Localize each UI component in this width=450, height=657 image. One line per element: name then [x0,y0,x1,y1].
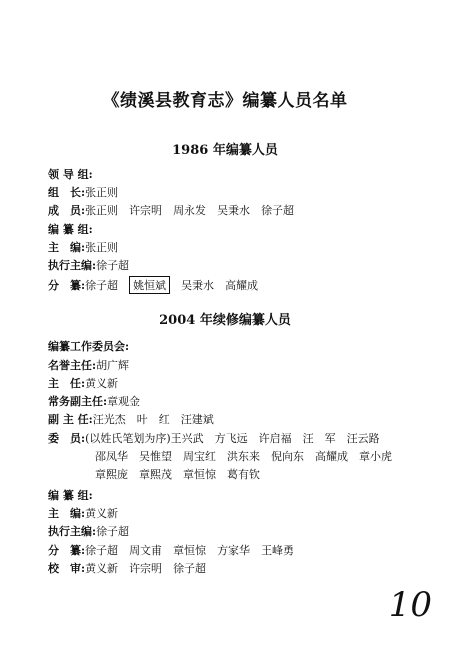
section-heading-2004: 2004 年续修编纂人员 [159,313,291,328]
value-zhubian: 黄义新 [85,507,119,520]
label-zuzhang: 组 长: [48,186,86,199]
name-item: 方家华 [217,544,251,557]
row-fenzuan-2004 [48,542,305,558]
page-number: 10 [388,585,432,625]
row-weiyuan-3 [95,466,271,482]
label-chengyuan: 成 员: [48,204,86,217]
name-item: 章熙庞 [95,468,128,481]
section-heading-1986: 1986 年编纂人员 [172,143,278,158]
row-zhubian-1986 [48,239,118,255]
row-fuzhuren [48,411,225,427]
name-item: 王兴武 [170,432,204,445]
label-bianzuan: 编 纂 组: [48,489,93,502]
label-jiaoshen: 校 审: [48,562,86,575]
label-zhixing: 执行主编: [48,525,97,538]
name-item: 章熙茂 [139,468,172,481]
row-weiyuan-1 [48,430,391,446]
name-item: 章恒惊 [173,544,207,557]
name-item: 王峰勇 [261,544,295,557]
name-item: 周文甫 [129,544,163,557]
label-fenzuan: 分 纂: [48,544,86,557]
boxed-name: 姚恒斌 [129,276,170,294]
name-item: 徐子超 [173,562,207,575]
value-changwu: 章观金 [107,395,141,408]
name-item: 黄义新 [85,562,119,575]
label-weiyuan: 委 员: [48,432,86,445]
label-zhubian: 主 编: [48,241,86,254]
row-changwu [48,393,140,409]
name-item: 张正则 [85,204,119,217]
row-zhubian-2004 [48,505,118,521]
value-zhixing: 徐子超 [96,259,130,272]
name-item: 许启福 [258,432,292,445]
name-item: 方飞远 [214,432,248,445]
row-weiyuan-2 [95,448,403,464]
value-zhubian: 张正则 [85,241,119,254]
name-item: 徐子超 [85,279,119,292]
label-bianzuan: 编 纂 组: [48,223,93,236]
label-lingdao: 领 导 组: [48,168,93,181]
label-changwu: 常务副主任: [48,395,108,408]
row-zhixing-2004 [48,523,129,539]
row-fenzuan-1986 [48,276,269,294]
name-item: 倪向东 [271,450,304,463]
name-item: 汪 军 [302,432,336,445]
name-item: 周永发 [173,204,207,217]
document-title: 《绩溪县教育志》编纂人员名单 [102,91,348,111]
row-chengyuan [48,202,305,218]
row-bianzuan-1986 [48,221,93,237]
row-zhuren [48,375,118,391]
name-item: 叶 红 [136,413,170,426]
row-weiyuanhui [48,338,129,354]
label-fenzuan: 分 纂: [48,279,86,292]
name-item: 周宝红 [183,450,216,463]
name-item: 汪光杰 [92,413,126,426]
name-item: 徐子超 [261,204,295,217]
row-jiaoshen [48,560,217,576]
label-weiyuanhui: 编纂工作委员会: [48,340,130,353]
name-item: 吴惟望 [139,450,172,463]
value-zhuren: 黄义新 [85,377,119,390]
name-item: 汪云路 [346,432,380,445]
name-item: 许宗明 [129,204,163,217]
row-mingyu [48,357,129,373]
label-zhixing: 执行主编: [48,259,97,272]
row-zhixing-1986 [48,257,129,273]
name-item: 高耀成 [315,450,348,463]
name-item: 章小虎 [359,450,392,463]
value-zhixing: 徐子超 [96,525,130,538]
row-zuzhang [48,184,118,200]
name-item: 洪东来 [227,450,260,463]
name-item: 吴秉水 [217,204,251,217]
row-bianzuan-2004 [48,487,93,503]
name-item: 吴秉水 [181,279,215,292]
weiyuan-note: (以姓氏笔划为序) [85,432,171,445]
name-item: 高耀成 [225,279,259,292]
name-item: 许宗明 [129,562,163,575]
label-zhubian: 主 编: [48,507,86,520]
label-zhuren: 主 任: [48,377,86,390]
name-item: 邵凤华 [95,450,128,463]
row-lingdao [48,166,93,182]
name-item: 章恒惊 [183,468,216,481]
name-item: 汪建斌 [180,413,214,426]
name-item: 葛有钦 [227,468,260,481]
label-mingyu: 名誉主任: [48,359,97,372]
value-zuzhang: 张正则 [85,186,119,199]
label-fuzhuren: 副 主 任: [48,413,93,426]
name-item: 徐子超 [85,544,119,557]
value-mingyu: 胡广辉 [96,359,130,372]
